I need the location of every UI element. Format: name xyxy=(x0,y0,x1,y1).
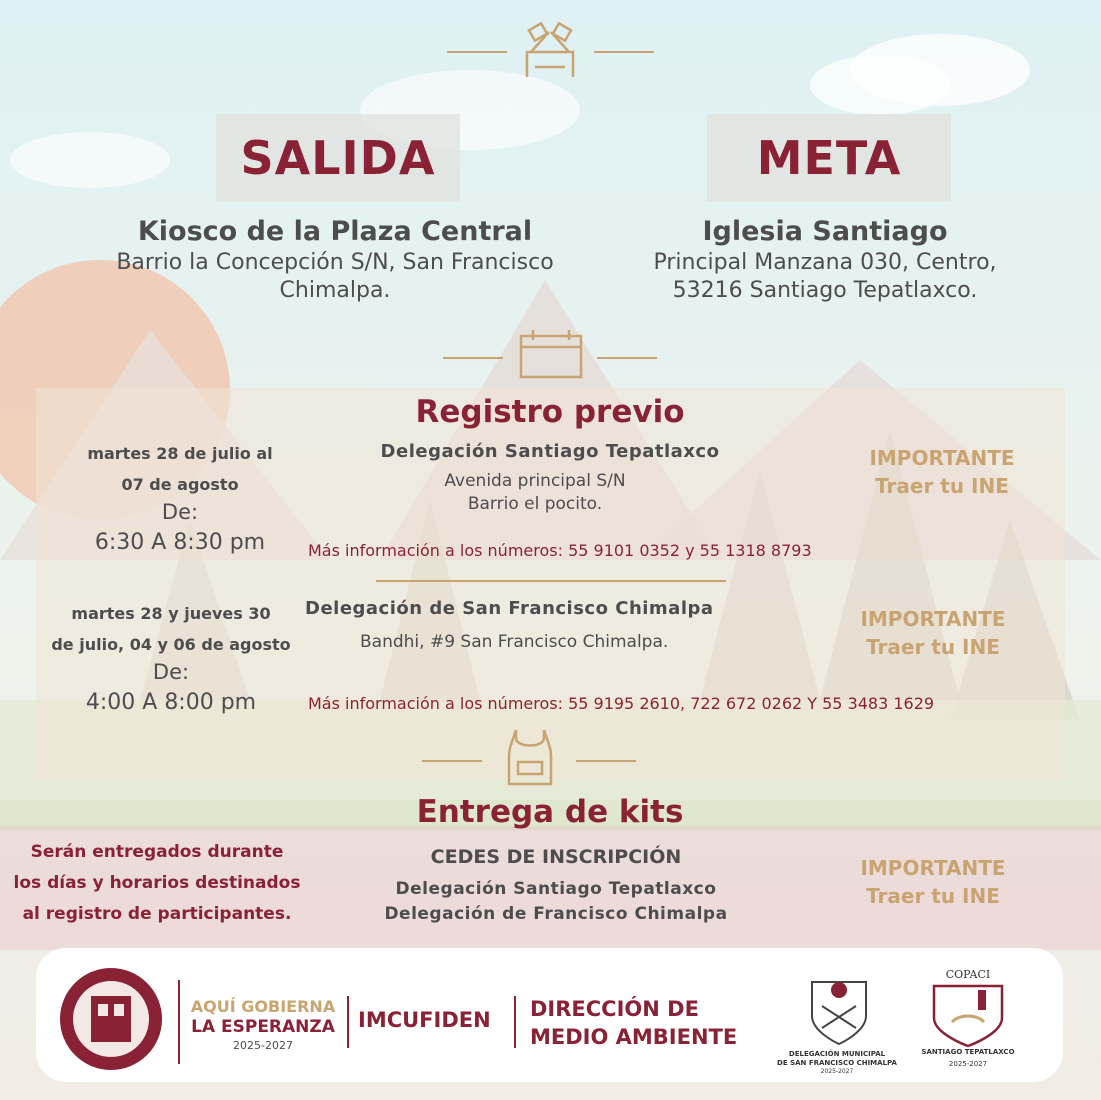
meta-address-line-2: 53216 Santiago Tepatlaxco. xyxy=(672,278,978,303)
divider-line xyxy=(447,51,507,53)
salida-place: Kiosco de la Plaza Central xyxy=(137,216,533,247)
meta-title: META xyxy=(756,131,902,185)
salida-address-line-1: Barrio la Concepción S/N, San Francisco xyxy=(116,250,554,275)
salida-title: SALIDA xyxy=(240,131,436,185)
meta-banner xyxy=(707,114,951,202)
registro-1-dates-line-2: 07 de agosto xyxy=(121,475,239,494)
salida-banner xyxy=(216,114,460,202)
slogan-years: 2025-2027 xyxy=(233,1039,293,1052)
divider-line xyxy=(576,760,636,762)
divider-line xyxy=(422,760,482,762)
registro-1-info-phones: Más información a los números: 55 9101 0352 y 55 1318 8793 xyxy=(308,541,812,560)
divider-line xyxy=(376,580,726,582)
registro-2-bring-ine: Traer tu INE xyxy=(866,635,1000,659)
meta-address-line-1: Principal Manzana 030, Centro, xyxy=(653,250,997,275)
kits-title: Entrega de kits xyxy=(416,794,684,830)
registro-1-hours: 6:30 A 8:30 pm xyxy=(94,530,266,555)
kits-note-line-2: los días y horarios destinados xyxy=(13,873,301,893)
copaci-shield-logo xyxy=(928,982,1008,1048)
divider-line xyxy=(443,357,503,359)
registro-1-bring-ine: Traer tu INE xyxy=(875,474,1009,498)
imcufiden-label: IMCUFIDEN xyxy=(358,1008,491,1032)
runner-bib-shirt-icon xyxy=(506,728,554,786)
registro-1-important: IMPORTANTE xyxy=(869,446,1015,470)
kits-cede-2: Delegación de Francisco Chimalpa xyxy=(384,904,728,924)
divider-line xyxy=(597,357,657,359)
footer-separator xyxy=(514,996,516,1048)
delegacion-line-2: DE SAN FRANCISCO CHIMALPA xyxy=(777,1059,897,1067)
registro-2-hours: 4:00 A 8:00 pm xyxy=(85,690,257,715)
slogan-line-1: AQUÍ GOBIERNA xyxy=(190,997,336,1016)
kits-cede-1: Delegación Santiago Tepatlaxco xyxy=(395,879,717,899)
meta-place: Iglesia Santiago xyxy=(702,216,948,247)
salida-address-line-2: Chimalpa. xyxy=(279,278,391,303)
footer-separator xyxy=(178,980,180,1064)
registro-1-dates-line-1: martes 28 de julio al xyxy=(87,444,273,463)
slogan-line-2: LA ESPERANZA xyxy=(191,1017,335,1037)
delegacion-chimalpa-logo xyxy=(808,976,870,1046)
naucalpan-seal-logo xyxy=(58,966,164,1072)
delegacion-years: 2025-2027 xyxy=(820,1068,854,1075)
kits-note-line-3: al registro de participantes. xyxy=(22,904,292,924)
registro-1-from: De: xyxy=(161,500,199,524)
footer-separator xyxy=(347,996,349,1048)
copaci-place: SANTIAGO TEPATLAXCO xyxy=(921,1048,1015,1056)
calendar-icon xyxy=(518,328,584,380)
direccion-line-2: MEDIO AMBIENTE xyxy=(530,1025,738,1049)
copaci-label: COPACI xyxy=(945,968,991,981)
registro-2-dates-line-1: martes 28 y jueves 30 xyxy=(71,604,271,623)
registro-2-from: De: xyxy=(152,660,190,684)
kits-cedes-title: CEDES DE INSCRIPCIÓN xyxy=(430,846,682,868)
registro-title: Registro previo xyxy=(415,394,685,430)
registro-1-address-line-2: Barrio el pocito. xyxy=(467,494,603,514)
copaci-years: 2025-2027 xyxy=(948,1060,988,1068)
kits-note-line-1: Serán entregados durante xyxy=(30,842,284,862)
registro-2-dates-line-2: de julio, 04 y 06 de agosto xyxy=(51,635,291,654)
kits-important: IMPORTANTE xyxy=(860,856,1006,880)
registro-2-info-phones: Más información a los números: 55 9195 2610, 722 672 0262 Y 55 3483 1629 xyxy=(308,694,935,713)
registro-2-office: Delegación de San Francisco Chimalpa xyxy=(305,598,714,619)
registro-2-address: Bandhi, #9 San Francisco Chimalpa. xyxy=(360,632,669,652)
registro-1-office: Delegación Santiago Tepatlaxco xyxy=(380,441,720,462)
registro-1-address-line-1: Avenida principal S/N xyxy=(444,471,626,491)
registro-2-important: IMPORTANTE xyxy=(860,607,1006,631)
kits-bring-ine: Traer tu INE xyxy=(866,884,1000,908)
delegacion-line-1: DELEGACIÓN MUNICIPAL xyxy=(788,1050,886,1058)
divider-line xyxy=(594,51,654,53)
direccion-line-1: DIRECCIÓN DE xyxy=(530,997,699,1021)
finish-flags-icon xyxy=(521,22,579,80)
